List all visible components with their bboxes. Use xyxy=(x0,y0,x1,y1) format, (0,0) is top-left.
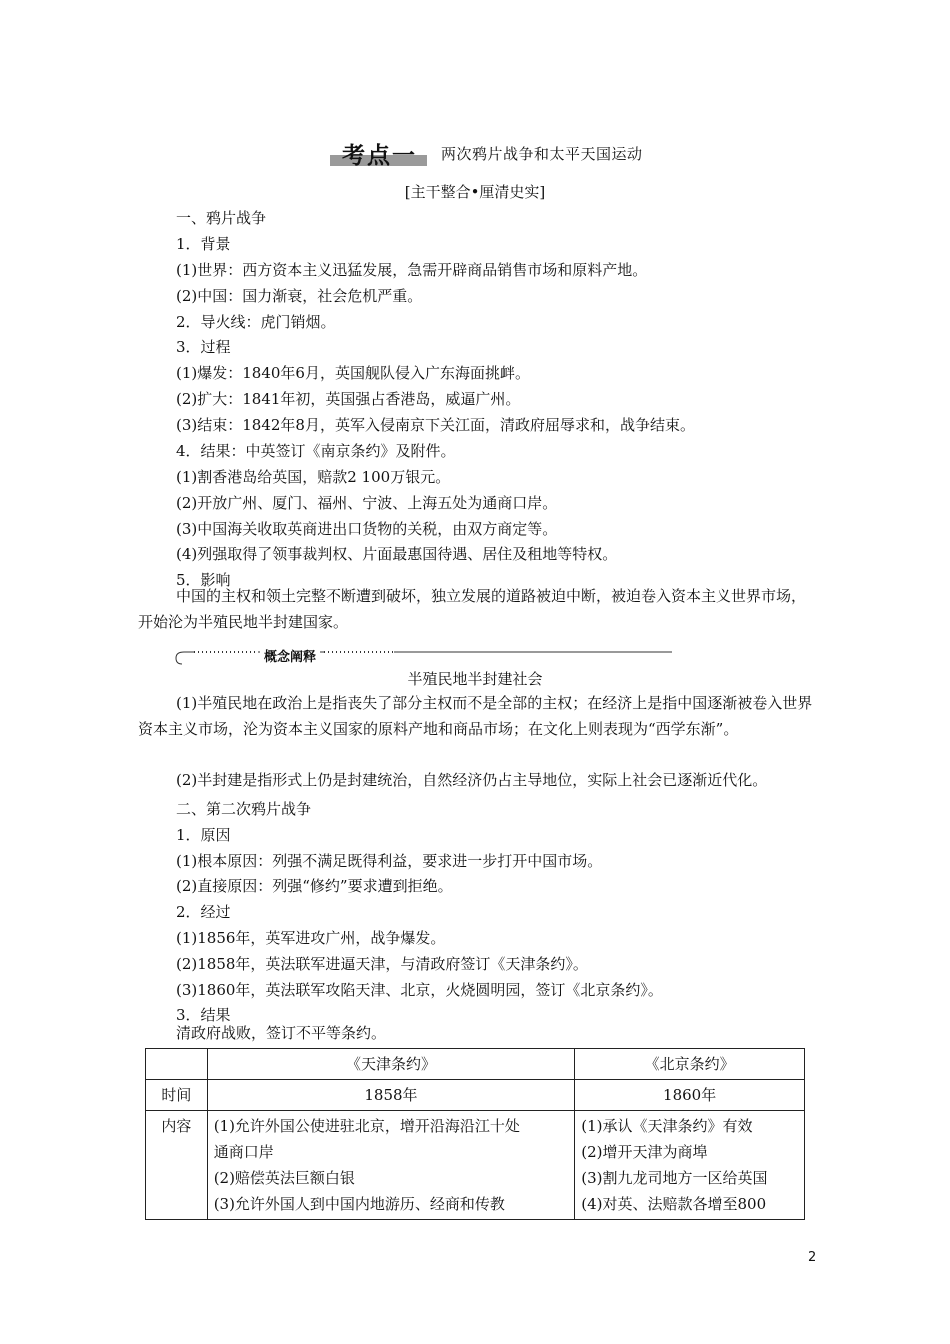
part2-line: 2．经过 xyxy=(176,903,231,921)
table-cell-line: (1)承认《天津条约》有效 xyxy=(581,1117,753,1135)
table-cell-line: (2)赔偿英法巨额白银 xyxy=(213,1169,355,1187)
table-header-cell: 《天津条约》 xyxy=(207,1049,575,1080)
concept-paragraph: (1)半殖民地在政治上是指丧失了部分主权而不是全部的主权；在经济上是指中国逐渐被卷入世界资本主义市场，沦为资本主义国家的原料产地和商品市场；在文化上则表现为“西学东渐”。 xyxy=(138,694,813,738)
concept-title: 半殖民地半封建社会 xyxy=(407,670,543,688)
part2-line: 3．结果 xyxy=(176,1006,231,1024)
table-header-cell xyxy=(146,1049,208,1080)
part1-line: 4．结果：中英签订《南京条约》及附件。 xyxy=(176,442,456,460)
part1-line: (2)中国：国力渐衰，社会危机严重。 xyxy=(176,287,423,305)
table-row-label: 时间 xyxy=(146,1080,208,1111)
part1-line: (3)结束：1842年8月，英军入侵南京下关江面，清政府屈辱求和，战争结束。 xyxy=(176,416,695,434)
section-badge xyxy=(330,138,427,168)
table-header-cell: 《北京条约》 xyxy=(575,1049,805,1080)
part1-line: (1)割香港岛给英国，赔款2 100万银元。 xyxy=(176,468,451,486)
table-row xyxy=(146,1111,805,1220)
sub-heading: [主干整合•厘清史实] xyxy=(404,183,546,201)
concept-paragraph: (2)半封建是指形式上仍是封建统治，自然经济仍占主导地位，实际上社会已逐渐近代化。 xyxy=(176,771,768,789)
page-number: 2 xyxy=(808,1250,817,1265)
part2-line: 1．原因 xyxy=(176,826,231,844)
part1-line: 1．背景 xyxy=(176,235,231,253)
table-cell xyxy=(207,1111,575,1220)
part2-heading: 二、第二次鸦片战争 xyxy=(176,800,312,818)
table-cell: 1858年 xyxy=(207,1080,575,1111)
table-cell-line: (3)割九龙司地方一区给英国 xyxy=(581,1169,768,1187)
part2-line: (2)1858年，英法联军进逼天津，与清政府签订《天津条约》。 xyxy=(176,955,588,973)
concept-header xyxy=(172,646,672,666)
impact-paragraph: 中国的主权和领土完整不断遭到破坏，独立发展的道路被迫中断，被迫卷入资本主义世界市场，开始沦为半殖民地半封建国家。 xyxy=(138,587,807,631)
table-row xyxy=(146,1080,805,1111)
part1-line: 3．过程 xyxy=(176,338,231,356)
part2-line: (3)1860年，英法联军攻陷天津、北京，火烧圆明园，签订《北京条约》。 xyxy=(176,981,663,999)
part1-line: (1)世界：西方资本主义迅猛发展，急需开辟商品销售市场和原料产地。 xyxy=(176,261,648,279)
table-header-row xyxy=(146,1049,805,1080)
part2-line: (2)直接原因：列强“修约”要求遭到拒绝。 xyxy=(176,877,453,895)
section-title: 两次鸦片战争和太平天国运动 xyxy=(441,144,643,163)
table-cell-line: (2)增开天津为商埠 xyxy=(581,1143,708,1161)
part2-line: (1)1856年，英军进攻广州，战争爆发。 xyxy=(176,929,446,947)
part1-line: (3)中国海关收取英商进出口货物的关税，由双方商定等。 xyxy=(176,520,558,538)
table-cell-line: (3)允许外国人到中国内地游历、经商和传教 xyxy=(213,1195,505,1213)
part1-line: 2．导火线：虎门销烟。 xyxy=(176,313,336,331)
table-cell-line: 通商口岸 xyxy=(213,1143,274,1161)
part1-line: (1)爆发：1840年6月，英国舰队侵入广东海面挑衅。 xyxy=(176,364,530,382)
part1-heading: 一、鸦片战争 xyxy=(176,209,267,227)
part1-line: (2)扩大：1841年初，英国强占香港岛，威逼广州。 xyxy=(176,390,521,408)
table-cell: 1860年 xyxy=(575,1080,805,1111)
table-row-label: 内容 xyxy=(146,1111,208,1220)
table-cell xyxy=(575,1111,805,1220)
part1-line: (2)开放广州、厦门、福州、宁波、上海五处为通商口岸。 xyxy=(176,494,558,512)
part2-line: 清政府战败，签订不平等条约。 xyxy=(176,1024,387,1042)
table-cell-line: (4)对英、法赔款各增至800 xyxy=(581,1195,767,1213)
concept-label: 概念阐释 xyxy=(260,646,320,665)
section-badge-text: 考点一 xyxy=(342,142,417,169)
concept-frame-graphic xyxy=(172,646,672,666)
table-cell-line: (1)允许外国公使进驻北京，增开沿海沿江十处 xyxy=(213,1117,520,1135)
part1-line: 5．影响 xyxy=(176,571,231,589)
section-heading xyxy=(330,136,643,170)
part2-line: (1)根本原因：列强不满足既得利益，要求进一步打开中国市场。 xyxy=(176,852,603,870)
part1-line: (4)列强取得了领事裁判权、片面最惠国待遇、居住及租地等特权。 xyxy=(176,545,618,563)
treaty-comparison-table xyxy=(145,1048,805,1220)
